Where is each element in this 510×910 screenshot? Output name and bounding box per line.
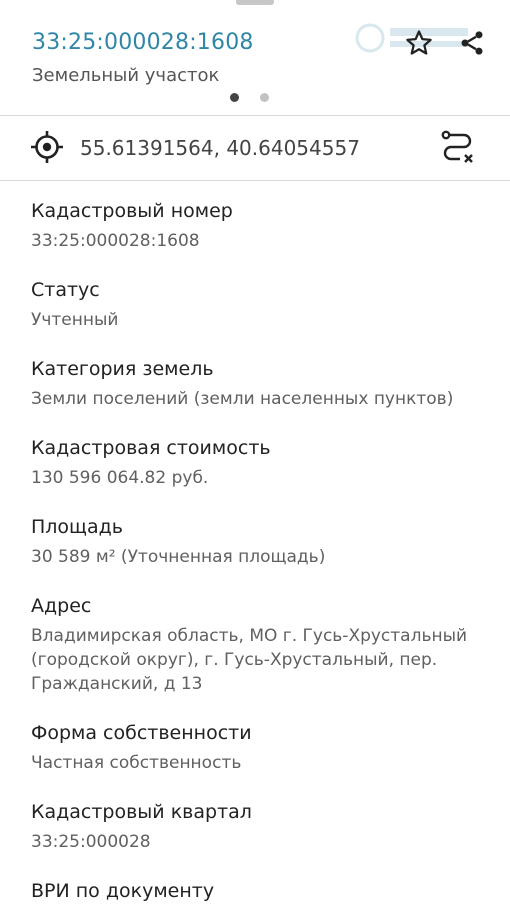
field-label: Кадастровая стоимость (31, 437, 271, 459)
divider (0, 180, 510, 181)
field-label: Площадь (31, 516, 123, 538)
coordinates-text[interactable]: 55.61391564, 40.64054557 (80, 136, 360, 160)
field-label: Кадастровый квартал (31, 801, 252, 823)
field-value: Земли поселений (земли населенных пунктов) (31, 389, 454, 409)
star-outline-icon (404, 28, 434, 58)
field-area (31, 514, 496, 569)
field-value: Частная собственность (31, 753, 242, 773)
coordinates-row[interactable] (0, 116, 510, 180)
field-label: Кадастровый номер (31, 200, 233, 222)
field-label: Статус (31, 279, 100, 301)
page-indicator (230, 93, 269, 102)
field-value[interactable]: 33:25:000028 (31, 832, 151, 852)
page-dot-1[interactable] (230, 93, 239, 102)
field-land-category (31, 356, 496, 411)
share-button[interactable] (455, 26, 489, 60)
target-icon (30, 130, 64, 164)
field-cadastral-value (31, 435, 496, 490)
property-details (31, 198, 496, 910)
cadastral-number-title[interactable]: 33:25:000028:1608 (32, 30, 254, 55)
object-header (0, 0, 510, 115)
object-type-subtitle: Земельный участок (32, 65, 220, 86)
field-label: Категория земель (31, 358, 214, 380)
field-label: ВРИ по документу (31, 880, 215, 902)
field-address (31, 593, 496, 696)
field-label: Адрес (31, 595, 92, 617)
favorite-button[interactable] (402, 26, 436, 60)
field-value[interactable]: 33:25:000028:1608 (31, 231, 200, 251)
field-status (31, 277, 496, 332)
field-cadastral-number (31, 198, 496, 253)
field-value: Учтенный (31, 310, 119, 330)
share-icon (458, 29, 486, 57)
field-value: 30 589 м² (Уточненная площадь) (31, 547, 326, 567)
route-icon[interactable] (438, 128, 478, 168)
field-value: 130 596 064.82 руб. (31, 468, 209, 488)
field-value[interactable]: Владимирская область, МО г. Гусь-Хрустальный (городской округ), г. Гусь-Хрустальный, пер. Гражданский, д 13 (31, 626, 468, 694)
field-permitted-use (31, 878, 496, 904)
field-label: Форма собственности (31, 722, 252, 744)
field-ownership-form (31, 720, 496, 775)
page-dot-2[interactable] (260, 93, 269, 102)
field-cadastral-quarter (31, 799, 496, 854)
